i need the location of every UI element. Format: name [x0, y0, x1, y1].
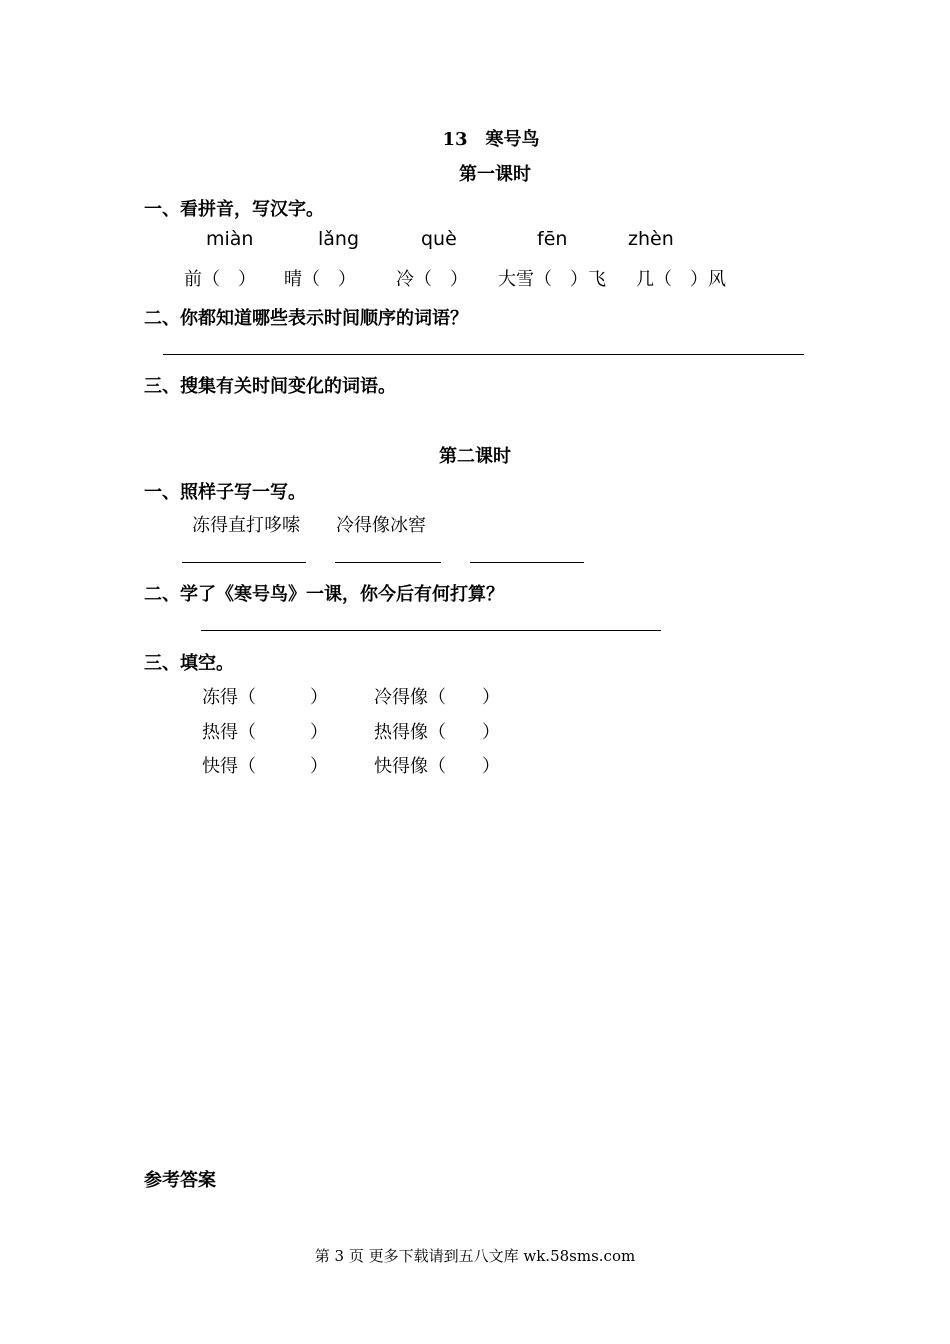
word-blank-2: 晴（ ）	[284, 269, 356, 290]
pinyin-3: què	[421, 228, 457, 250]
question-pinyin: 一、看拼音，写汉字。	[144, 199, 324, 220]
question-time-change: 三、搜集有关时间变化的词语。	[144, 376, 396, 397]
word-blank-3: 冷（ ）	[396, 269, 468, 290]
word-blank-5: 几（ ）风	[636, 269, 726, 290]
example-2: 冷得像冰窖	[336, 515, 426, 536]
fill-blank: 冻得（ ）	[202, 687, 328, 708]
lesson-1-heading: 第一课时	[459, 164, 531, 185]
page-title: 13 寒号鸟	[442, 129, 540, 150]
answer-line	[335, 562, 441, 563]
question-imitate: 一、照样子写一写。	[144, 482, 306, 503]
word-blank-1: 前（ ）	[184, 269, 256, 290]
fill-blank: 热得（ ）	[202, 722, 328, 743]
example-1: 冻得直打哆嗦	[192, 515, 300, 536]
answer-line	[163, 354, 804, 355]
answers-heading: 参考答案	[144, 1170, 216, 1191]
answer-line	[201, 630, 661, 631]
page-footer: 第 3 页 更多下载请到五八文库 wk.58sms.com	[314, 1247, 636, 1265]
pinyin-1: miàn	[206, 228, 254, 250]
fill-blank: 冷得像（ ）	[374, 687, 500, 708]
answer-line	[182, 562, 306, 563]
fill-blank: 快得像（ ）	[374, 756, 500, 777]
pinyin-5: zhèn	[628, 228, 674, 250]
fill-blank: 快得（ ）	[202, 756, 328, 777]
lesson-2-heading: 第二课时	[439, 446, 511, 467]
pinyin-4: fēn	[537, 228, 568, 250]
word-blank-4: 大雪（ ）飞	[498, 269, 606, 290]
answer-line	[470, 562, 584, 563]
fill-blank: 热得像（ ）	[374, 722, 500, 743]
question-time-order: 二、你都知道哪些表示时间顺序的词语？	[144, 308, 468, 329]
question-plan: 二、学了《寒号鸟》一课，你今后有何打算？	[144, 584, 504, 605]
pinyin-2: lǎng	[318, 228, 360, 250]
question-fill: 三、填空。	[144, 653, 234, 674]
